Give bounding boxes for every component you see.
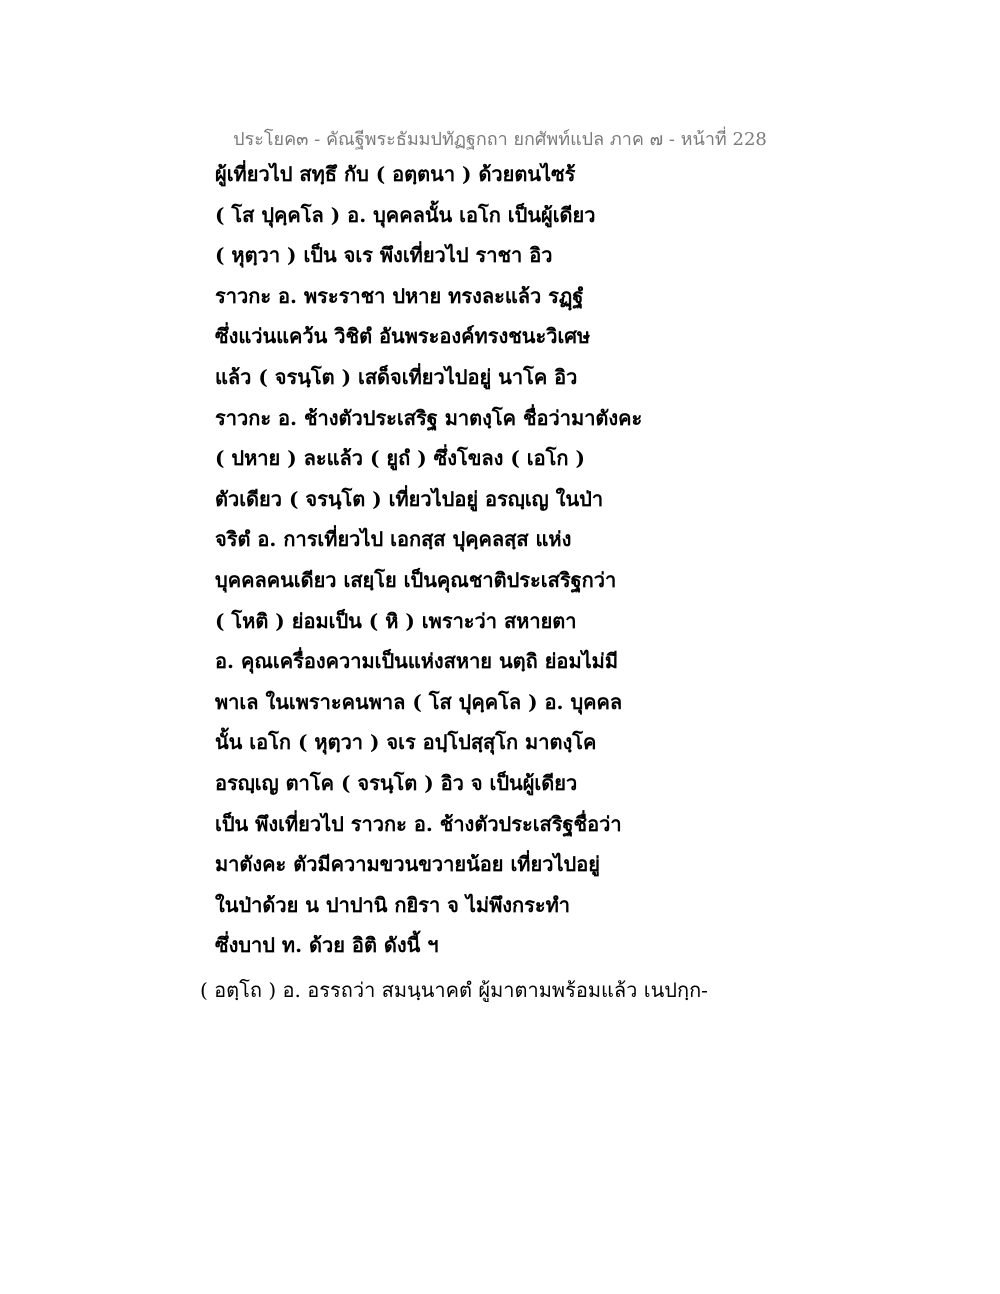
verse-line: ซึ่งแว่นแคว้น วิชิตํ อันพระองค์ทรงชนะวิเศษ xyxy=(215,324,591,349)
verse-line: นั้น เอโก ( หุตฺวา ) จเร อปฺโปสฺสุโก มาตงฺโค xyxy=(215,730,597,755)
running-header: ประโยค๓ - คัณฐีพระธัมมปทัฏฐกถา ยกศัพท์แปล ภาค ๗ - หน้าที่ 228 xyxy=(233,129,767,150)
commentary-line: ( อตฺโถ ) อ. อรรถว่า สมนฺนาคตํ ผู้มาตามพร้อมแล้ว เนปกฺก- xyxy=(200,978,708,1002)
verse-translation-block xyxy=(215,154,835,966)
verse-line: แล้ว ( จรนฺโต ) เสด็จเที่ยวไปอยู่ นาโค อิว xyxy=(215,364,578,389)
verse-line: ( โหติ ) ย่อมเป็น ( หิ ) เพราะว่า สหายตา xyxy=(215,608,577,633)
verse-line: ราวกะ อ. ช้างตัวประเสริฐ มาตงฺโค ชื่อว่ามาตังคะ xyxy=(215,405,643,430)
verse-line: อรญฺเญ ตาโค ( จรนฺโต ) อิว จ เป็นผู้เดียว xyxy=(215,770,578,795)
verse-line: ( ปหาย ) ละแล้ว ( ยูถํ ) ซึ่งโขลง ( เอโก ) xyxy=(215,446,585,471)
verse-line: ตัวเดียว ( จรนฺโต ) เที่ยวไปอยู่ อรญฺเญ ในป่า xyxy=(215,486,604,511)
verse-line: พาเล ในเพราะคนพาล ( โส ปุคฺคโล ) อ. บุคคล xyxy=(215,689,623,714)
verse-line: มาตังคะ ตัวมีความขวนขวายน้อย เที่ยวไปอยู่ xyxy=(215,852,600,877)
verse-line: เป็น พึงเที่ยวไป ราวกะ อ. ช้างตัวประเสริฐชื่อว่า xyxy=(215,811,622,836)
verse-line: ในป่าด้วย น ปาปานิ กยิรา จ ไม่พึงกระทำ xyxy=(215,892,571,917)
verse-line: ซึ่งบาป ท. ด้วย อิติ ดังนี้ ฯ xyxy=(215,933,439,958)
verse-line: ( หุตฺวา ) เป็น จเร พึงเที่ยวไป ราชา อิว xyxy=(215,243,553,268)
verse-line: จริตํ อ. การเที่ยวไป เอกสฺส ปุคฺคลสฺส แห่ง xyxy=(215,527,572,552)
verse-line: ( โส ปุคฺคโล ) อ. บุคคลนั้น เอโก เป็นผู้เดียว xyxy=(215,202,596,227)
verse-line: บุคคลคนเดียว เสยฺโย เป็นคุณชาติประเสริฐกว่า xyxy=(215,567,617,592)
verse-line: ราวกะ อ. พระราชา ปหาย ทรงละแล้ว รฏฺฐํ xyxy=(215,283,584,308)
verse-line: ผู้เที่ยวไป สทฺธึ กับ ( อตฺตนา ) ด้วยตนไซร้ xyxy=(215,162,576,186)
verse-line: อ. คุณเครื่องความเป็นแห่งสหาย นตฺถิ ย่อมไม่มี xyxy=(215,649,619,674)
